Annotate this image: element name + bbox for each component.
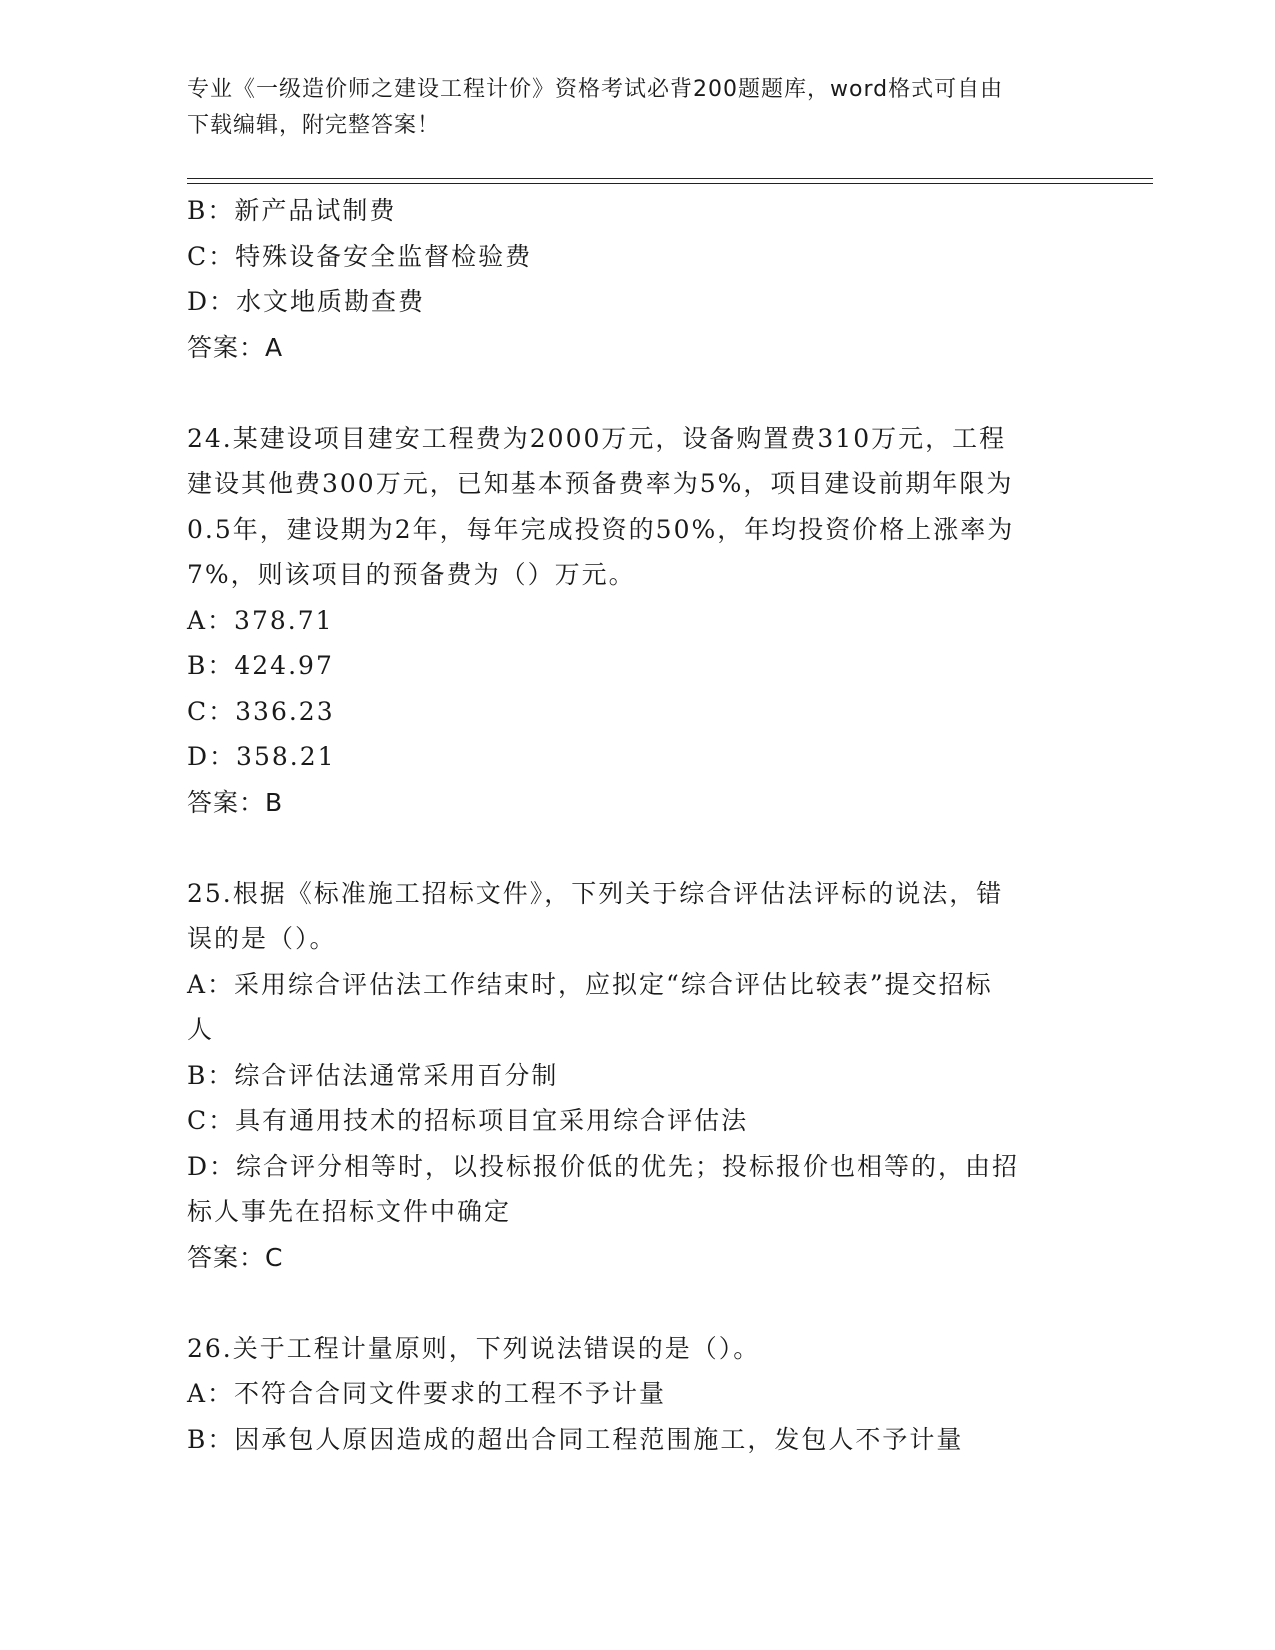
header-divider-top	[187, 178, 1153, 179]
question-23-tail	[187, 188, 1077, 370]
question-24	[187, 416, 1077, 826]
question-text-line: 25.根据《标准施工招标文件》，下列关于综合评估法评标的说法，错	[187, 878, 1004, 908]
spacer	[187, 825, 1077, 871]
question-content	[187, 188, 1077, 1462]
option-a: A：不符合合同文件要求的工程不予计量	[187, 1379, 667, 1408]
answer: 答案：B	[187, 787, 284, 817]
option-a-continued: 人	[187, 1015, 215, 1044]
question-text-line: 0.5年，建设期为2年，每年完成投资的50%，年均投资价格上涨率为	[187, 514, 1015, 544]
question-text-line: 26.关于工程计量原则，下列说法错误的是（）。	[187, 1333, 761, 1363]
option-d: D：358.21	[187, 742, 336, 771]
option-b: B：新产品试制费	[187, 196, 397, 225]
question-25	[187, 871, 1077, 1281]
option-d: D：综合评分相等时，以投标报价低的优先；投标报价也相等的，由招	[187, 1151, 1020, 1181]
header-divider-bottom	[187, 183, 1153, 184]
question-text-line: 24.某建设项目建安工程费为2000万元，设备购置费310万元，工程	[187, 423, 1007, 453]
option-b: B：综合评估法通常采用百分制	[187, 1060, 559, 1090]
question-text-line: 误的是（）。	[187, 924, 337, 953]
option-c: C：336.23	[187, 696, 335, 726]
spacer	[187, 370, 1077, 416]
option-a: A：378.71	[187, 605, 334, 635]
option-d-continued: 标人事先在招标文件中确定	[187, 1197, 512, 1226]
document-header	[187, 72, 1067, 144]
answer: 答案：A	[187, 332, 284, 362]
question-text-line: 建设其他费300万元，已知基本预备费率为5%，项目建设前期年限为	[187, 469, 1014, 498]
header-line-1: 专业《一级造价师之建设工程计价》资格考试必背200题题库，word格式可自由	[187, 77, 1004, 102]
answer: 答案：C	[187, 1242, 284, 1272]
option-a: A：采用综合评估法工作结束时，应拟定“综合评估比较表”提交招标	[187, 969, 993, 999]
option-d: D：水文地质勘查费	[187, 287, 426, 316]
spacer	[187, 1280, 1077, 1326]
question-26	[187, 1326, 1077, 1463]
option-b: B：424.97	[187, 651, 334, 680]
option-c: C：特殊设备安全监督检验费	[187, 241, 533, 271]
question-text-line: 7%，则该项目的预备费为（）万元。	[187, 560, 636, 589]
header-line-2: 下载编辑，附完整答案！	[187, 113, 441, 138]
option-b: B：因承包人原因造成的超出合同工程范围施工，发包人不予计量	[187, 1424, 964, 1454]
option-c: C：具有通用技术的招标项目宜采用综合评估法	[187, 1106, 749, 1135]
